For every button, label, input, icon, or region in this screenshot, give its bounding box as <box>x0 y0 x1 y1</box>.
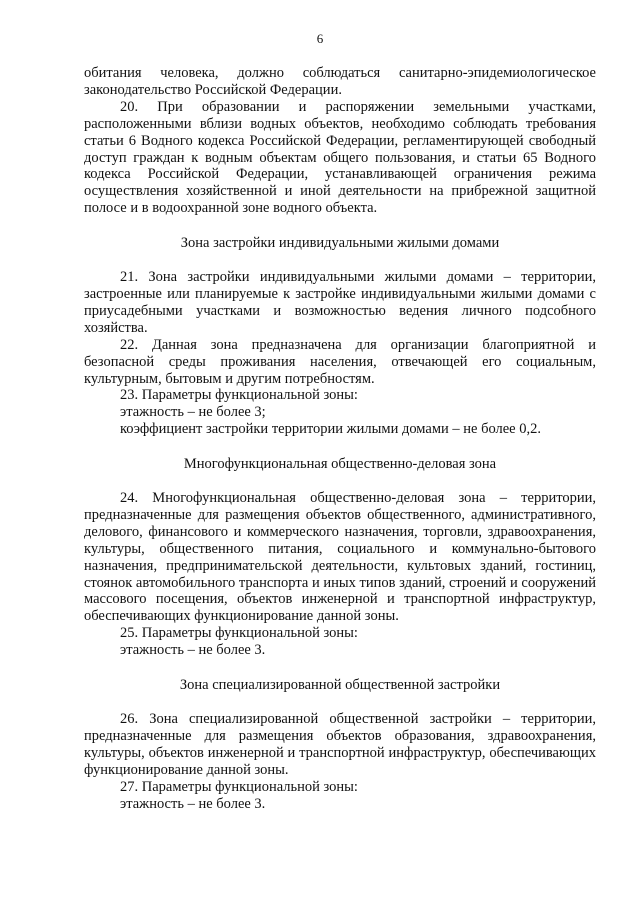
paragraph-27: 27. Параметры функциональной зоны: <box>120 778 358 795</box>
paragraph-25: 25. Параметры функциональной зоны: <box>120 625 358 642</box>
paragraph-23: 23. Параметры функциональной зоны: <box>120 387 358 404</box>
parameter-coverage: коэффициент застройки территории жилыми домами – не более 0,2. <box>120 421 541 438</box>
section-heading-specialized: Зона специализированной общественной застройки <box>179 677 501 694</box>
paragraph-26: 26. Зона специализированной общественной застройки – территории, предназначенные для размещения объектов образования, здравоохранения, культуры, объектов инженерной и транспортной инфраструктур, обеспечивающих функционирование данной зоны. <box>84 711 596 778</box>
paragraph-24: 24. Многофункциональная общественно-деловая зона – территории, предназначенные для размещения объектов общественного, административного, делового, финансового и коммерческого назначения, торговли, здравоохранения, культуры, общественного питания, социального и коммунально-бытового назначения, предпринимательской деятельности, культовых зданий, гостиниц, стоянок автомобильного транспорта и иных типов зданий, строений и сооружений массового посещения, объектов инженерной и транспортной инфраструктур, обеспечивающих функционирование данной зоны. <box>84 490 596 625</box>
parameter-floors: этажность – не более 3. <box>120 795 266 812</box>
parameter-floors: этажность – не более 3. <box>120 642 266 659</box>
page-number: 6 <box>316 31 324 46</box>
document-body <box>84 65 596 812</box>
paragraph-20: 20. При образовании и распоряжении земельными участками, расположенными вблизи водных объектов, необходимо соблюдать требования статьи 6 Водного кодекса Российской Федерации, регламентирующей свободный доступ граждан к водным объектам общего пользования, и статьи 65 Водного кодекса Российской Федерации, устанавливающей ограничения режима осуществления хозяйственной и иной деятельности на прибрежной защитной полосе и в водоохранной зоне водного объекта. <box>84 98 596 217</box>
section-heading-individual-housing: Зона застройки индивидуальными жилыми домами <box>180 235 500 252</box>
section-heading-multifunctional: Многофункциональная общественно-деловая зона <box>183 456 497 473</box>
paragraph-21: 21. Зона застройки индивидуальными жилыми домами – территории, застроенные или планируемые к застройке индивидуальными жилыми домами с приусадебными участками и возможностью ведения личного подсобного хозяйства. <box>84 269 596 336</box>
paragraph-continuation: обитания человека, должно соблюдаться санитарно-эпидемиологическое законодательство Российской Федерации. <box>84 65 596 98</box>
paragraph-22: 22. Данная зона предназначена для организации благоприятной и безопасной среды проживания населения, отвечающей его социальным, культурным, бытовым и другим потребностям. <box>84 336 596 387</box>
parameter-floors: этажность – не более 3; <box>120 404 266 421</box>
